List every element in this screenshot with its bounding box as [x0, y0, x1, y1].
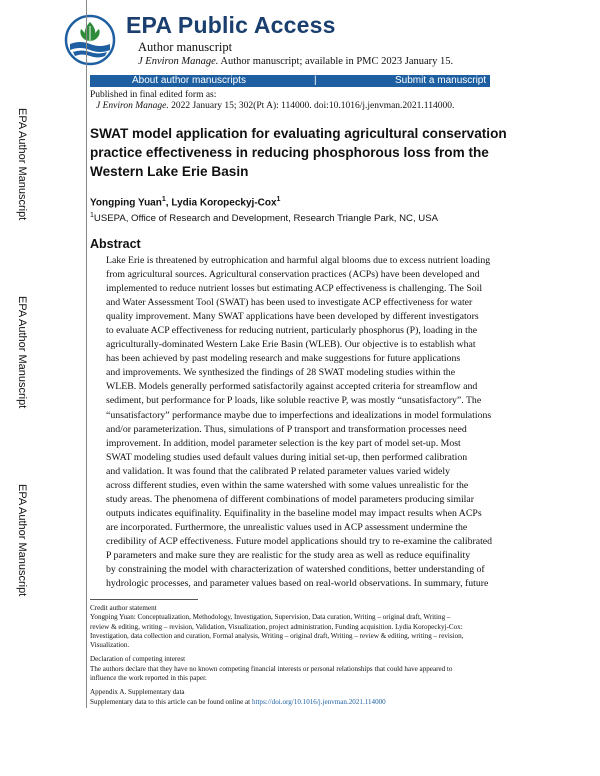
- abstract-line: and Water Assessment Tool (SWAT) has been used to investigate ACP effectiveness for water: [106, 297, 473, 309]
- credit-line: Yongping Yuan: Conceptualization, Methodology, Investigation, Supervision, Data curation, Writing – original draft, Writing –: [90, 613, 451, 622]
- published-label: Published in final edited form as:: [90, 90, 217, 100]
- interest-line: influence the work reported in this paper.: [90, 674, 207, 683]
- side-label: EPA Author Manuscript: [16, 108, 28, 221]
- abstract-line: quality improvement. Many SWAT applications have been developed by different investigators: [106, 311, 479, 323]
- abstract-line: across different studies, even within the same watershed with some values unrealistic for the: [106, 479, 469, 491]
- abstract-line: from agricultural sources. Agricultural conservation practices (ACPs) have been developed and: [106, 269, 480, 281]
- abstract-line: WLEB. Models generally performed satisfactorily against accepted criteria for streamflow and: [106, 381, 478, 393]
- abstract-line: outputs indicates equifinality. Equifinality in the baseline model may impact results when ACPs: [106, 507, 482, 519]
- author-name: Yongping Yuan: [90, 197, 162, 209]
- side-label: EPA Author Manuscript: [16, 484, 28, 597]
- appendix-heading: Appendix A. Supplementary data: [90, 688, 185, 697]
- abstract-line: sediment, but performance for P loads, like soluble reactive P, was mostly “unsatisfactory”. The: [106, 395, 482, 407]
- published-citation: [90, 101, 454, 112]
- supplementary-data-link[interactable]: https://doi.org/10.1016/j.jenvman.2021.114000: [251, 697, 386, 706]
- published-info: [90, 90, 454, 112]
- abstract-line: improvement. In addition, model parameter selection is the key part of model set-up. Most: [106, 437, 461, 449]
- affiliation-mark: 1: [90, 212, 94, 219]
- credit-statement: [90, 613, 510, 650]
- author-name: Lydia Koropeckyj-Cox: [171, 197, 277, 209]
- credit-line: Investigation, data collection and curation, Formal analysis, Writing – original draft, Writing – review & editing, writing – revision,: [90, 631, 464, 640]
- abstract-line: implemented to reduce nutrient losses but estimating ACP effectiveness is challenging. The Soil: [106, 283, 483, 295]
- abstract-line: “unsatisfactory” performance maybe due to imperfections and idealizations in model formulations: [106, 409, 492, 421]
- affiliation-text: USEPA, Office of Research and Development, Research Triangle Park, NC, USA: [93, 213, 439, 225]
- abstract-line: hydrologic processes, and parameter values based on real-world observations. In summary, future: [106, 578, 489, 590]
- abstract-line: study areas. The phenomena of different combinations of model parameters producing similar: [106, 493, 475, 505]
- margin-rule: [86, 0, 87, 708]
- journal-name: J Environ Manage.: [138, 56, 219, 67]
- citation-text: 2022 January 15; 302(Pt A): 114000. doi:10.1016/j.jenvman.2021.114000.: [168, 101, 455, 111]
- appendix-text: [90, 698, 510, 707]
- credit-line: Visualization.: [90, 641, 130, 650]
- about-author-manuscripts-link[interactable]: About author manuscripts: [132, 75, 246, 86]
- abstract-heading: Abstract: [90, 237, 141, 251]
- author-affiliation-mark: 1: [276, 196, 281, 203]
- side-label: EPA Author Manuscript: [16, 296, 28, 409]
- footnote-divider: [90, 599, 198, 600]
- abstract-line: to evaluate ACP effectiveness for reducing nutrient, particularly phosphorus (P), loading in the: [106, 325, 478, 337]
- abstract-line: and validation. It was found that the calibrated P related parameter values varied widely: [106, 465, 451, 477]
- footnotes: [90, 604, 510, 707]
- epa-logo: [64, 14, 116, 66]
- manuscript-label: Author manuscript: [138, 40, 233, 54]
- availability-text: Author manuscript; available in PMC 2023 January 15.: [218, 56, 454, 67]
- abstract-line: has been achieved by past modeling research and make suggestions for future applications: [106, 353, 461, 365]
- author-list: [90, 196, 280, 208]
- nav-bar: [90, 75, 490, 87]
- abstract-line: and improvements. We synthesized the findings of 28 SWAT modeling studies within the: [106, 367, 456, 379]
- affiliation: [90, 212, 438, 224]
- credit-line: review & editing, writing – revision, Validation, Visualization, project administration, Funding acquisition. Lydia Koropeckyj-Cox:: [90, 622, 463, 631]
- paper-title: SWAT model application for evaluating agricultural conservation practice effectiveness in reducing phosphorous loss from the Western Lake Erie Basin: [90, 126, 507, 179]
- abstract-line: credibility of ACP effectiveness. Future model applications should try to re-examine the calibrated: [106, 535, 493, 547]
- abstract-line: P parameters and make sure they are realistic for the study area as well as reduce equifinality: [106, 549, 471, 561]
- abstract-line: by constraining the model with characterization of watershed conditions, better understanding of: [106, 564, 485, 576]
- abstract-body: [106, 254, 506, 591]
- published-journal: J Environ Manage.: [96, 101, 169, 111]
- journal-availability: [138, 56, 453, 67]
- abstract-line: Lake Erie is threatened by eutrophication and harmful algal blooms due to excess nutrient loading: [106, 255, 491, 266]
- author-affiliation-mark: 1: [161, 196, 166, 203]
- abstract-line: are incorporated. Furthermore, the unrealistic values used in ACP assessment undermine the: [106, 521, 468, 533]
- interest-heading: Declaration of competing interest: [90, 655, 186, 664]
- interest-line: The authors declare that they have no known competing financial interests or personal relationships that could have appeared to: [90, 664, 453, 673]
- nav-separator: |: [314, 75, 317, 86]
- abstract-line: agriculturally-dominated Western Lake Erie Basin (WLEB). Our objective is to establish what: [106, 339, 476, 351]
- site-title: EPA Public Access: [126, 12, 336, 38]
- credit-heading: Credit author statement: [90, 604, 157, 612]
- submit-manuscript-link[interactable]: Submit a manuscript: [395, 75, 487, 86]
- interest-statement: [90, 665, 510, 684]
- abstract-line: SWAT modeling studies used default values during initial set-up, then performed calibration: [106, 451, 468, 463]
- abstract-line: and/or parameterization. Thus, simulations of P transport and transformation processes need: [106, 423, 467, 435]
- author-separator: ,: [165, 197, 172, 209]
- appendix-text-label: Supplementary data to this article can be found online at: [90, 697, 252, 706]
